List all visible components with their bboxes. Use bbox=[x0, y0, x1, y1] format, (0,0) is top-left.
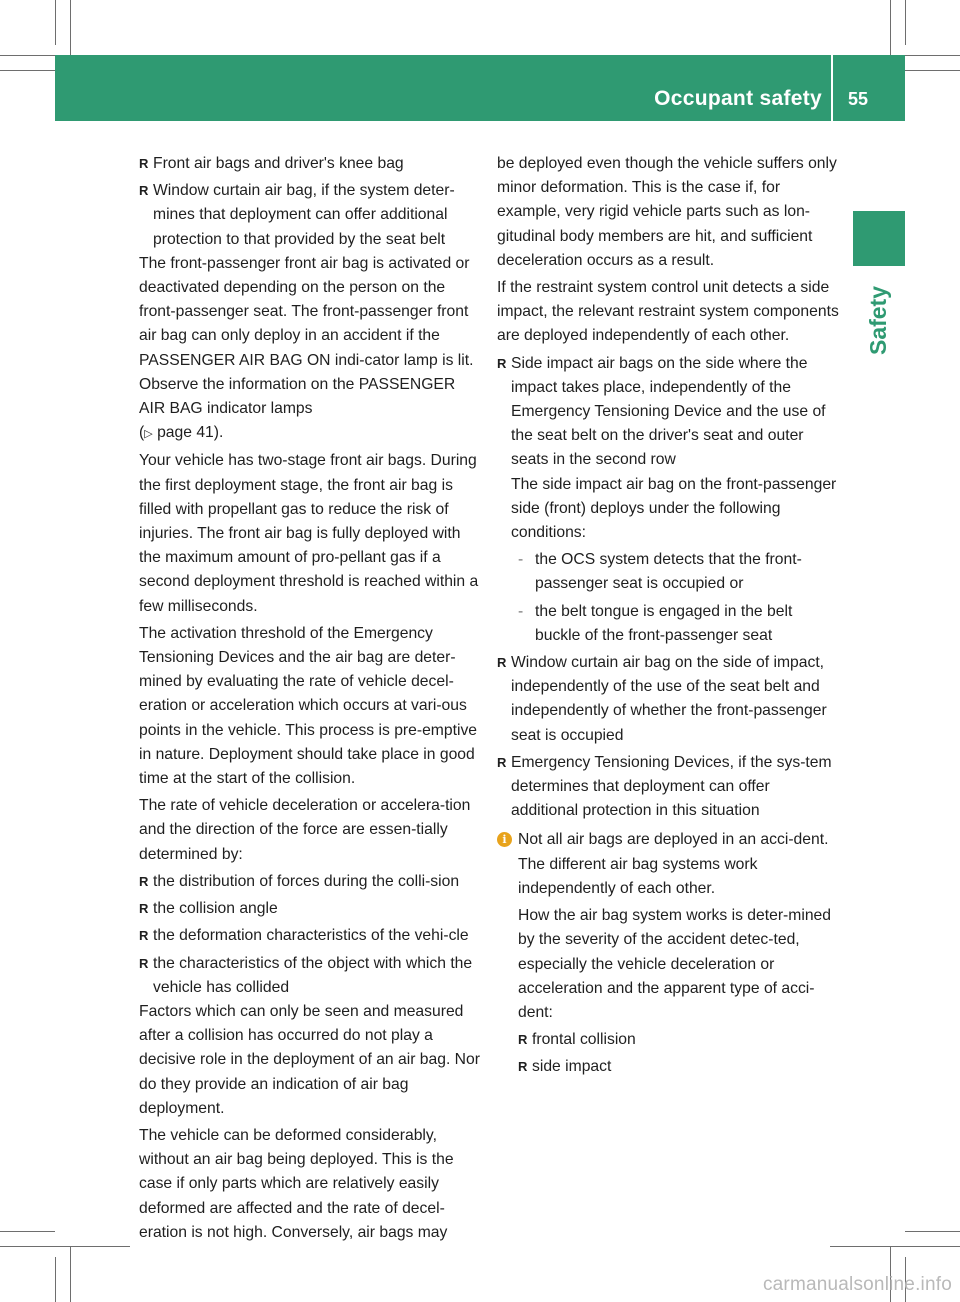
chapter-tab bbox=[853, 211, 905, 266]
page-number: 55 bbox=[848, 89, 869, 109]
page-reference-link[interactable]: page 41). bbox=[157, 424, 224, 442]
paragraph: Your vehicle has two-stage front air bags. During the first deployment stage, the front air bag is filled with propellant gas to reduce the risk of injuries. The front air bag is fully deployed with the maximum amount of pro-pellant gas if a second deployment threshold is reached within a few milliseconds. bbox=[139, 452, 479, 615]
bullet-item: R Window curtain air bag, if the system deter-mines that deployment can offer additional protection to that provided by the seat belt bbox=[139, 179, 481, 252]
crop-mark bbox=[55, 1257, 56, 1302]
right-column bbox=[497, 152, 839, 1080]
info-icon: i bbox=[497, 832, 512, 847]
crop-mark bbox=[905, 70, 960, 71]
bullet-item: R Emergency Tensioning Devices, if the sys-tem determines that deployment can offer additional protection in this situation bbox=[497, 751, 839, 824]
chapter-label-text: Safety bbox=[865, 285, 892, 355]
left-column bbox=[139, 152, 481, 1245]
crop-mark bbox=[905, 1231, 960, 1232]
list-item: R the characteristics of the object with which the vehicle has collided bbox=[139, 952, 481, 1000]
paragraph: Factors which can only be seen and measured after a collision has occurred do not play a decisive role in the deployment of an air bag. Nor do they provide an indication of air bag deployment. bbox=[139, 1002, 480, 1117]
paragraph: The rate of vehicle deceleration or accelera-tion and the direction of the force are essen-tially determined by: bbox=[139, 797, 471, 863]
paragraph: be deployed even though the vehicle suffers only minor deformation. This is the case if, for example, very rigid vehicle parts such as lon-gitudinal body members are hit, and sufficient deceleration occurs as a result. bbox=[497, 155, 837, 269]
note-text: Not all air bags are deployed in an acci-dent. The different air bag systems work independently of each other. bbox=[518, 831, 829, 897]
dash-marker: - bbox=[518, 602, 524, 620]
crop-mark bbox=[0, 70, 55, 71]
paragraph: The activation threshold of the Emergency Tensioning Devices and the air bag are deter-mined by evaluating the rate of vehicle decel-eration or acceleration which occurs at vari-ous points in the vehicle. This process is pre-emptive in nature. Deployment should take place in good time at the start of the collision. bbox=[139, 624, 478, 788]
crop-mark bbox=[890, 0, 891, 55]
list-item: R the deformation characteristics of the vehi-cle bbox=[139, 924, 481, 948]
section-title: Occupant safety bbox=[654, 87, 822, 110]
paragraph: The vehicle can be deformed considerably, without an air bag being deployed. This is the case if only parts which are relatively easily deformed are affected and the rate of decel-eration is not high. Conversely, air bags may bbox=[139, 1126, 454, 1241]
dash-item-text: the OCS system detects that the front-passenger seat is occupied or bbox=[535, 551, 802, 593]
dash-item-text: the belt tongue is engaged in the belt buckle of the front-passenger seat bbox=[535, 602, 793, 644]
watermark: carmanualsonline.info bbox=[762, 1274, 952, 1295]
chapter-label bbox=[854, 280, 904, 360]
bullet-item: R Window curtain air bag on the side of impact, independently of the use of the seat belt and independently of whether the front-passenger seat is occupied bbox=[497, 651, 839, 748]
bullet-item: R Side impact air bags on the side where the impact takes place, independently of the Emergency Tensioning Device and the use of the seat belt on the driver's seat and outer seats in the second row bbox=[497, 352, 839, 473]
header-divider bbox=[831, 55, 833, 121]
crop-mark bbox=[830, 1246, 960, 1247]
paragraph: If the restraint system control unit detects a side impact, the relevant restraint system components are deployed independently of each other. bbox=[497, 279, 839, 345]
dash-item bbox=[497, 548, 839, 596]
list-item: R the distribution of forces during the colli-sion bbox=[139, 870, 481, 894]
info-note bbox=[497, 828, 839, 1025]
note-list-item: R frontal collision bbox=[497, 1028, 839, 1052]
note-list-item: R side impact bbox=[497, 1055, 839, 1079]
crop-mark bbox=[55, 0, 56, 45]
bullet-continuation: The side impact air bag on the front-passenger side (front) deploys under the following conditions: bbox=[511, 475, 837, 542]
paragraph: The front-passenger front air bag is activated or deactivated depending on the person on the front-passenger seat. The front-passenger front air bag can only deploy in an accident if the PASSENGER AIR BAG ON indi-cator lamp is lit. Observe the information on the PASSENGER AIR BAG indicator lamps (▷ page 41). bbox=[139, 254, 474, 442]
dash-item bbox=[497, 600, 839, 648]
paragraph-text: The front-passenger front air bag is activated or deactivated depending on the person on the front-passenger seat. The front-passenger front air bag can only deploy in an accident if the PASSENGER AIR BAG ON indi-cator lamp is lit. Observe the information on the PASSENGER AIR BAG indicator lamps bbox=[139, 254, 474, 418]
arrow-right-icon: ▷ bbox=[144, 428, 153, 441]
crop-mark bbox=[0, 1231, 55, 1232]
crop-mark bbox=[70, 0, 71, 55]
bullet-item: R Front air bags and driver's knee bag bbox=[139, 152, 481, 176]
crop-mark bbox=[0, 1246, 130, 1247]
list-item: R the collision angle bbox=[139, 897, 481, 921]
crop-mark bbox=[905, 0, 906, 45]
note-text: How the air bag system works is deter-mined by the severity of the accident detec-ted, especially the vehicle deceleration or acceleration and the apparent type of acci-dent: bbox=[518, 907, 831, 1021]
dash-marker: - bbox=[518, 551, 524, 569]
crop-mark bbox=[70, 1246, 71, 1302]
